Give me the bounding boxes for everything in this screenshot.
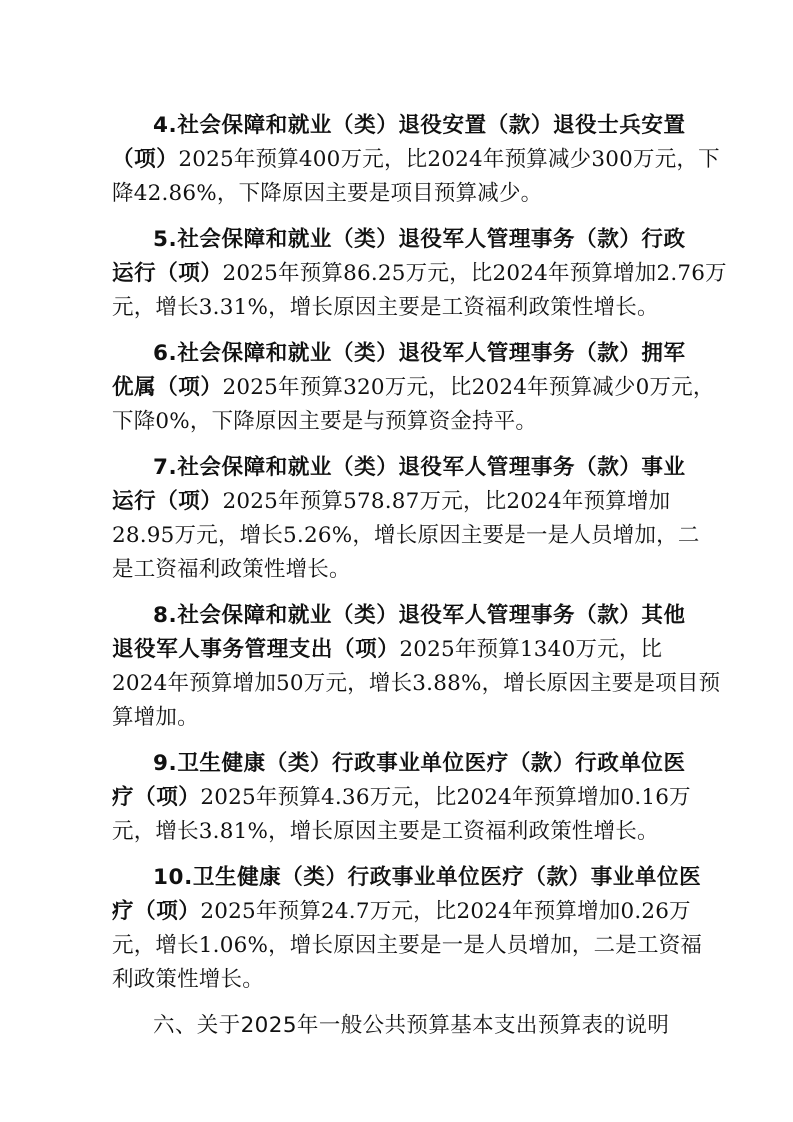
item-label: （项） (112, 147, 179, 172)
item-text: 2025年预算320万元，比2024年预算减少0万元， (222, 375, 715, 400)
paragraph-title: 9.卫生健康（类）行政事业单位医疗（款）行政单位医 (153, 751, 686, 776)
paragraph-line (112, 901, 691, 923)
paragraph-line: 下降0%，下降原因主要是与预算资金持平。 (112, 409, 538, 434)
paragraph-title: 6.社会保障和就业（类）退役军人管理事务（款）拥军 (153, 341, 686, 366)
paragraph-line (112, 377, 715, 399)
paragraph-title: 10.卫生健康（类）行政事业单位医疗（款）事业单位医 (153, 865, 702, 890)
paragraph-line (112, 149, 720, 171)
paragraph-line (112, 491, 670, 513)
item-text: 2025年预算1340万元，比 (399, 637, 663, 662)
paragraph-line: 28.95万元，增长5.26%，增长原因主要是一是人员增加，二 (112, 523, 700, 548)
paragraph-line: 元，增长3.31%，增长原因主要是工资福利政策性增长。 (112, 295, 659, 320)
paragraph-line: 2024年预算增加50万元，增长3.88%，增长原因主要是项目预 (112, 671, 721, 696)
item-label: 运行（项） (112, 261, 223, 286)
paragraph-line (112, 639, 662, 661)
paragraph-line (112, 787, 691, 809)
paragraph-title: 4.社会保障和就业（类）退役安置（款）退役士兵安置 (153, 113, 686, 138)
item-text: 2025年预算4.36万元，比2024年预算增加0.16万 (200, 785, 691, 810)
paragraph-line: 算增加。 (112, 705, 199, 730)
item-text: 2025年预算578.87万元，比2024年预算增加 (222, 489, 671, 514)
paragraph-line: 元，增长3.81%，增长原因主要是工资福利政策性增长。 (112, 819, 659, 844)
item-text: 2025年预算86.25万元，比2024年预算增加2.76万 (222, 261, 727, 286)
item-text: 2025年预算24.7万元，比2024年预算增加0.26万 (200, 899, 691, 924)
paragraph-line: 降42.86%，下降原因主要是项目预算减少。 (112, 181, 543, 206)
paragraph-line: 是工资福利政策性增长。 (112, 557, 351, 582)
paragraph-line (112, 263, 727, 285)
item-label: 运行（项） (112, 489, 223, 514)
paragraph-title: 5.社会保障和就业（类）退役军人管理事务（款）行政 (153, 227, 686, 252)
item-label: 退役军人事务管理支出（项） (112, 637, 400, 662)
paragraph-title: 8.社会保障和就业（类）退役军人管理事务（款）其他 (153, 603, 686, 628)
paragraph-line: 利政策性增长。 (112, 967, 264, 992)
paragraph-line: 元，增长1.06%，增长原因主要是一是人员增加，二是工资福 (112, 933, 703, 958)
item-label: 疗（项） (112, 899, 201, 924)
item-label: 优属（项） (112, 375, 223, 400)
item-label: 疗（项） (112, 785, 201, 810)
section-heading: 六、关于2025年一般公共预算基本支出预算表的说明 (153, 1013, 670, 1038)
paragraph-title: 7.社会保障和就业（类）退役军人管理事务（款）事业 (153, 455, 686, 480)
item-text: 2025年预算400万元，比2024年预算减少300万元，下 (178, 147, 720, 172)
